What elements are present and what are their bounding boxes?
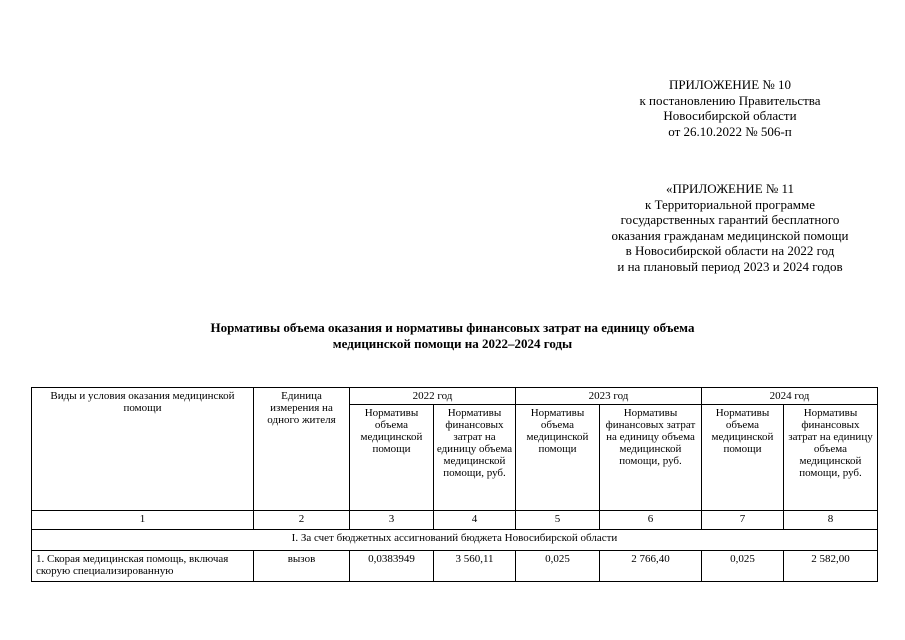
column-number: 6: [600, 511, 702, 530]
column-number: 4: [434, 511, 516, 530]
appendix-line: от 26.10.2022 № 506-п: [668, 123, 792, 139]
header-row-years: [32, 388, 878, 405]
cell-volume-2023: 0,025: [516, 551, 600, 582]
cell-volume-2024: 0,025: [702, 551, 784, 582]
appendix-line: и на плановый период 2023 и 2024 годов: [617, 258, 843, 274]
header-year-2022: 2022 год: [350, 388, 516, 405]
appendix-line: «ПРИЛОЖЕНИЕ № 11: [665, 181, 795, 196]
appendix-11-header: [560, 181, 900, 274]
table-row: [32, 551, 878, 582]
appendix-10-header: [560, 77, 900, 139]
header-volume-2024: Нормативы объема медицинской помощи: [702, 405, 784, 511]
column-number: 5: [516, 511, 600, 530]
appendix-line: государственных гарантий бесплатного: [620, 212, 840, 227]
appendix-line: оказания гражданам медицинской помощи: [611, 227, 849, 243]
cell-finance-2023: 2 766,40: [600, 551, 702, 582]
cell-unit: вызов: [254, 551, 350, 582]
section-title: I. За счет бюджетных ассигнований бюджета Новосибирской области: [32, 530, 878, 551]
appendix-line: Новосибирской области: [663, 108, 797, 123]
header-finance-2022: Нормативы финансовых затрат на единицу объема медицинской помощи, руб.: [434, 405, 516, 511]
header-finance-2023: Нормативы финансовых затрат на единицу объема медицинской помощи, руб.: [600, 405, 702, 511]
appendix-line: в Новосибирской области на 2022 год: [625, 243, 835, 258]
header-finance-2024: Нормативы финансовых затрат на единицу объема медицинской помощи, руб.: [784, 405, 878, 511]
column-number-row: [32, 511, 878, 530]
norms-table: [31, 387, 878, 582]
column-number: 2: [254, 511, 350, 530]
cell-volume-2022: 0,0383949: [350, 551, 434, 582]
column-number: 7: [702, 511, 784, 530]
appendix-line: к Территориальной программе: [645, 196, 815, 212]
header-year-2024: 2024 год: [702, 388, 878, 405]
section-row: [32, 530, 878, 551]
header-type: Виды и условия оказания медицинской помощи: [32, 388, 254, 511]
cell-finance-2022: 3 560,11: [434, 551, 516, 582]
header-volume-2022: Нормативы объема медицинской помощи: [350, 405, 434, 511]
cell-type: 1. Скорая медицинская помощь, включая скорую специализированную: [32, 551, 254, 582]
appendix-line: ПРИЛОЖЕНИЕ № 10: [668, 77, 792, 92]
document-title: [40, 320, 865, 352]
cell-finance-2024: 2 582,00: [784, 551, 878, 582]
column-number: 3: [350, 511, 434, 530]
header-volume-2023: Нормативы объема медицинской помощи: [516, 405, 600, 511]
header-unit: Единица измерения на одного жителя: [254, 388, 350, 511]
column-number: 8: [784, 511, 878, 530]
header-year-2023: 2023 год: [516, 388, 702, 405]
column-number: 1: [32, 511, 254, 530]
title-line: медицинской помощи на 2022–2024 годы: [332, 336, 573, 351]
appendix-line: к постановлению Правительства: [639, 92, 821, 108]
title-line: Нормативы объема оказания и нормативы финансовых затрат на единицу объема: [210, 320, 695, 335]
